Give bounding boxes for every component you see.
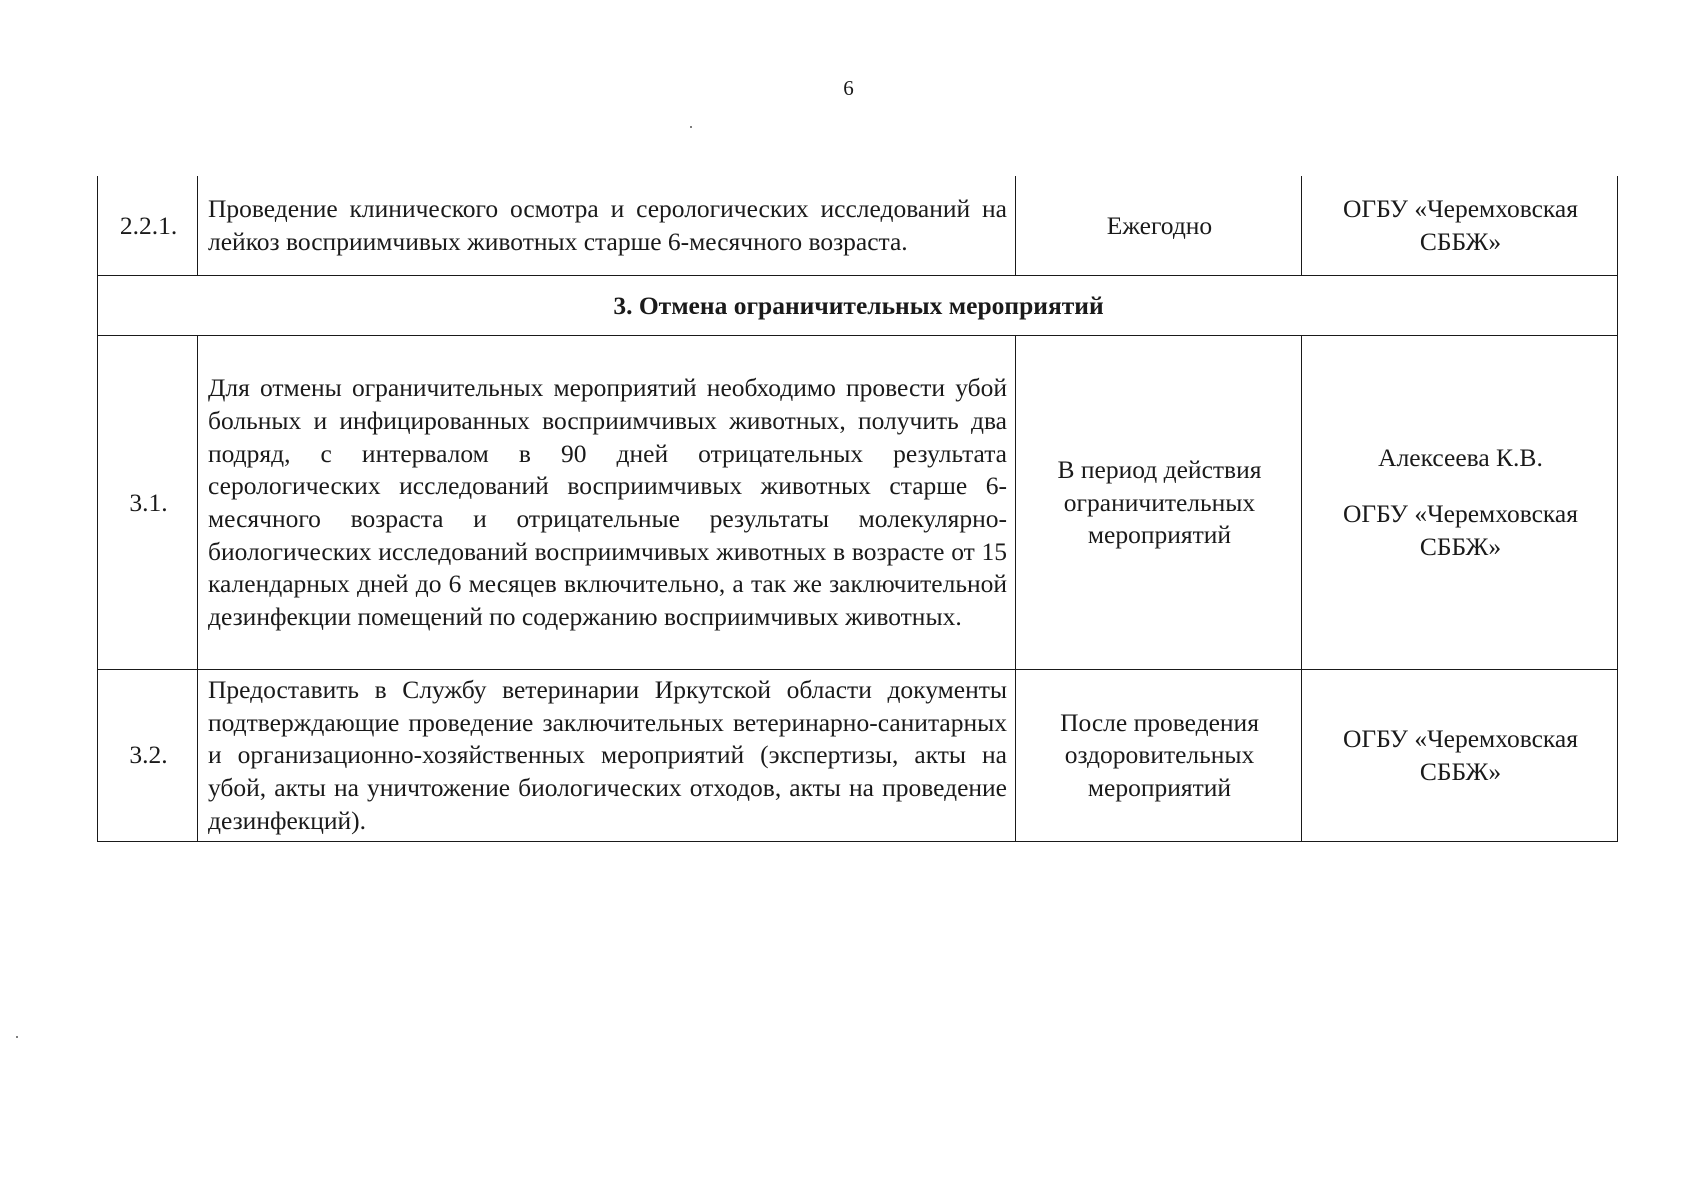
- row-responsible: ОГБУ «Черемховская СББЖ»: [1302, 176, 1618, 276]
- responsible-organization: ОГБУ «Черемховская СББЖ»: [1343, 499, 1578, 561]
- row-description: Проведение клинического осмотра и серологических исследований на лейкоз восприимчивых животных старше 6-месячного возраста.: [198, 176, 1016, 276]
- table-row: [98, 670, 1618, 842]
- row-description: Предоставить в Службу ветеринарии Иркутской области документы подтверждающие проведение заключительных ветеринарно-санитарных и организационно-хозяйственных мероприятий (экспертизы, акты на убой, акты на уничтожение биологических отходов, акты на проведение дезинфекций).: [198, 670, 1016, 842]
- responsible-person: Алексеева К.В.: [1378, 443, 1543, 473]
- table-row: [98, 176, 1618, 276]
- page-number: 6: [843, 76, 854, 100]
- row-number: 3.2.: [98, 670, 198, 842]
- table-row: [98, 336, 1618, 670]
- scan-speck: [690, 126, 692, 128]
- row-number: 3.1.: [98, 336, 198, 670]
- row-term: Ежегодно: [1016, 176, 1302, 276]
- row-responsible: ОГБУ «Черемховская СББЖ»: [1302, 670, 1618, 842]
- scan-speck: [16, 1036, 18, 1038]
- section-heading: 3. Отмена ограничительных мероприятий: [98, 276, 1618, 336]
- measures-table: [97, 176, 1618, 842]
- row-responsible-cell: [1302, 336, 1618, 670]
- row-description: Для отмены ограничительных мероприятий необходимо провести убой больных и инфицированных восприимчивых животных, получить два подряд, с интервалом в 90 дней отрицательных результата серологических исследований восприимчивых животных старше 6-месячного возраста и отрицательные результаты молекулярно-биологических исследований восприимчивых животных в возрасте от 15 календарных дней до 6 месяцев включительно, а так же заключительной дезинфекции помещений по содержанию восприимчивых животных.: [198, 336, 1016, 670]
- row-number: 2.2.1.: [98, 176, 198, 276]
- row-term: После проведения оздоровительных мероприятий: [1016, 670, 1302, 842]
- row-term: В период действия ограничительных мероприятий: [1016, 336, 1302, 670]
- section-row: [98, 276, 1618, 336]
